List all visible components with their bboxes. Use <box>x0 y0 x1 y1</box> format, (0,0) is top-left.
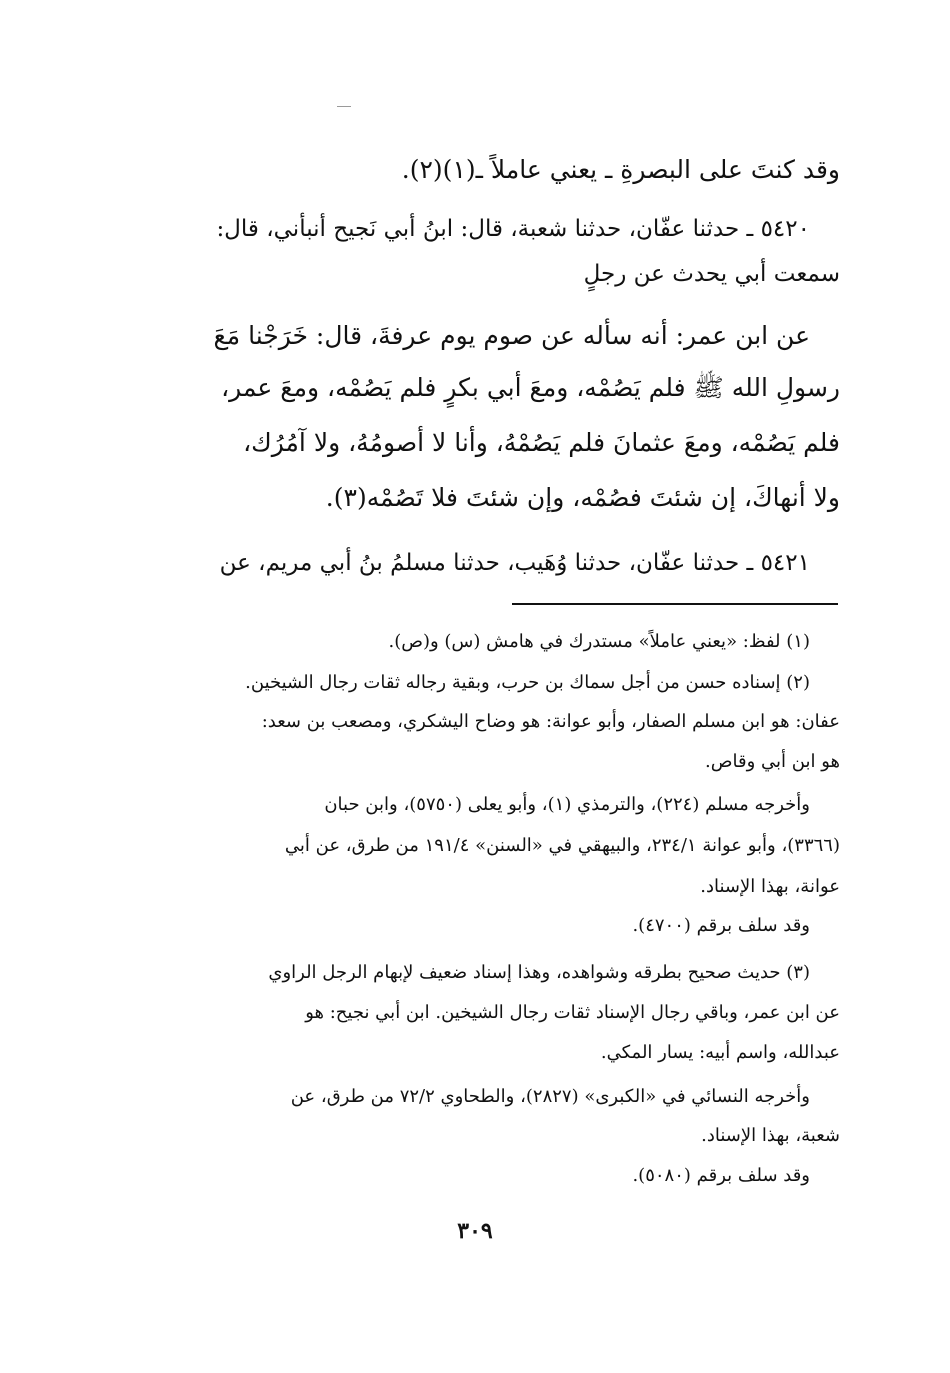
page-number: ٣٠٩ <box>457 1218 493 1244</box>
footnote-2-line-6: عوانة، بهذا الإسناد. <box>700 876 840 897</box>
top-mark <box>337 106 351 107</box>
footnote-divider <box>512 603 838 605</box>
footnote-3-line-2: عن ابن عمر، وباقي رجال الإسناد ثقات رجال الشيخين. ابن أبي نجيح: هو <box>305 1002 840 1023</box>
main-line-6: فلم يَصُمْه، ومعَ عثمانَ فلم يَصُمْهُ، وأنا لا أصومُهُ، ولا آمُرُك، <box>243 428 840 457</box>
main-line-5: رسولِ الله ﷺ فلم يَصُمْه، ومعَ أبي بكرٍ فلم يَصُمْه، ومعَ عمر، <box>221 373 840 402</box>
footnote-2-line-4: وأخرجه مسلم (٢٢٤)، والترمذي (١)، وأبو يعلى (٥٧٥٠)، وابن حبان <box>324 794 810 815</box>
footnote-3-line-5: شعبة، بهذا الإسناد. <box>701 1125 840 1146</box>
footnote-2-line-3: هو ابن أبي وقاص. <box>705 751 840 772</box>
footnote-3-line-1: (٣) حديث صحيح بطرقه وشواهده، وهذا إسناد ضعيف لإبهام الرجل الراوي <box>268 962 810 983</box>
main-line-8: ٥٤٢١ ـ حدثنا عفّان، حدثنا وُهَيب، حدثنا مسلمُ بنُ أبي مريم، عن <box>219 550 810 576</box>
footnote-2-line-7: وقد سلف برقم (٤٧٠٠). <box>632 915 810 936</box>
main-line-7: ولا أنهاكَ، إن شئتَ فصُمْه، وإن شئتَ فلا تَصُمْه(٣). <box>325 483 840 512</box>
main-line-2: ٥٤٢٠ ـ حدثنا عفّان، حدثنا شعبة، قال: ابنُ أبي نَجيح أنبأني، قال: <box>216 216 810 242</box>
main-line-4: عن ابن عمر: أنه سأله عن صوم يوم عرفةَ، قال: خَرَجْنا مَعَ <box>213 321 810 350</box>
footnote-2-line-5: (٣٣٦٦)، وأبو عوانة ٢٣٤/١، والبيهقي في «السنن» ١٩١/٤ من طرق، عن أبي <box>284 835 840 856</box>
footnote-3-line-4: وأخرجه النسائي في «الكبرى» (٢٨٢٧)، والطحاوي ٧٢/٢ من طرق، عن <box>290 1086 810 1107</box>
footnote-3-line-6: وقد سلف برقم (٥٠٨٠). <box>632 1165 810 1186</box>
footnote-3-line-3: عبدالله، واسم أبيه: يسار المكي. <box>600 1042 840 1063</box>
footnote-1: (١) لفظ: «يعني عاملاً» مستدرك في هامش (س) و(ص). <box>388 631 810 652</box>
footnote-2-line-1: (٢) إسناده حسن من أجل سماك بن حرب، وبقية رجاله ثقات رجال الشيخين. <box>245 672 810 693</box>
main-line-1: وقد كنتَ على البصرةِ ـ يعني عاملاً ـ(١)(٢). <box>401 155 840 184</box>
footnote-2-line-2: عفان: هو ابن مسلم الصفار، وأبو عوانة: هو وضاح اليشكري، ومصعب بن سعد: <box>261 711 840 732</box>
main-line-3: سمعت أبي يحدث عن رجلٍ <box>583 261 840 287</box>
